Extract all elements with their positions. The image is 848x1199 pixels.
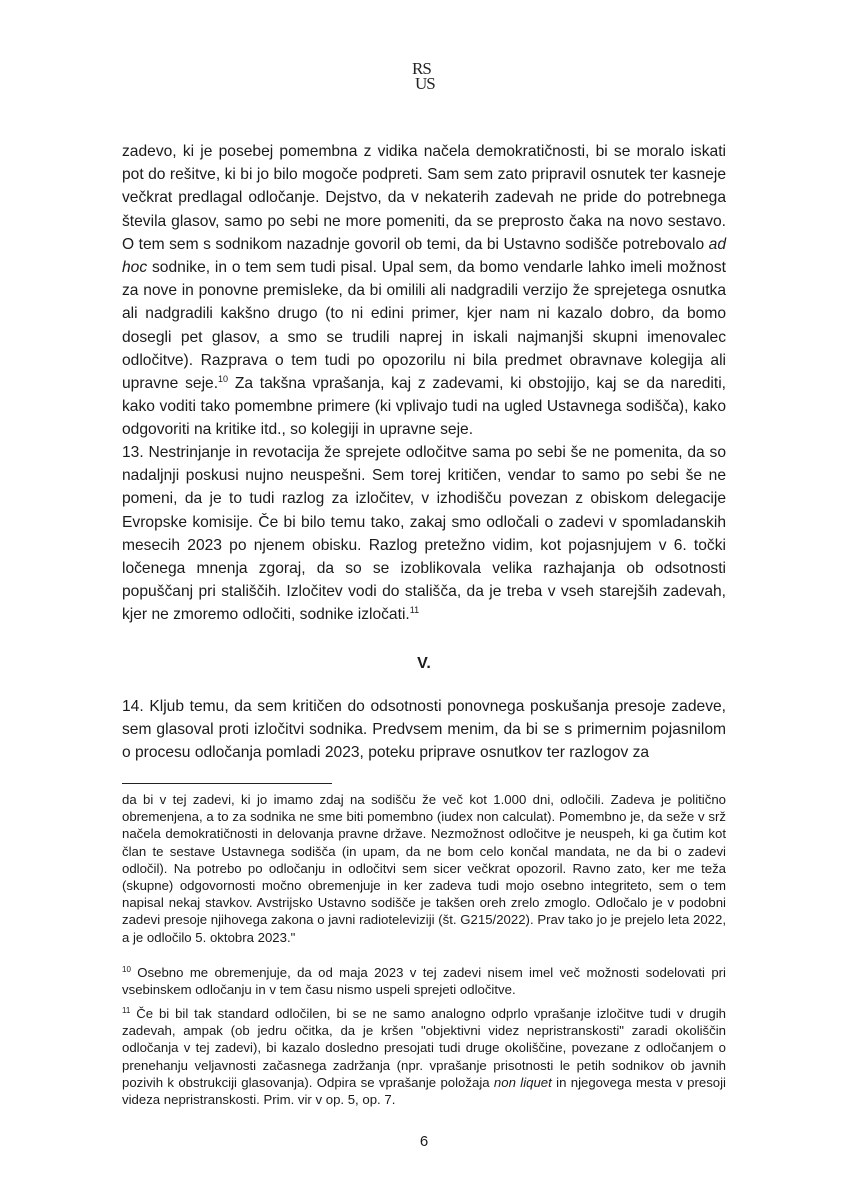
footnote-ref-11[interactable]: 11 [409,605,420,616]
footnote-number: 11 [122,1006,131,1015]
paragraph-text: Za takšna vprašanja, kaj z zadevami, ki obstojijo, kaj se da narediti, kako voditi tako pomembne primere (ki vplivajo tudi na ugled Ustavnega sodišča), kako odgovoriti na kritike itd., so kolegiji in upravne seje. [122,375,727,439]
italic-term: ad hoc [122,235,726,277]
footnote-11 [122,1005,726,1108]
court-logo [412,60,438,100]
footnote-text: Če bi bil tak standard odločilen, bi se ne samo analogno odprlo vprašanje izločitve tudi v drugih zadevah, ampak (ob jedru očitka, da je kršen "objektivni videz nepristranskosti" zaradi okoliščin odločanja v tej zadevi), bi kazalo dosledno presojati tudi druge okoliščine, povezane z odločanjem o prenehanju veljavnosti začasnega zadržanja (npr. vprašanje prisotnosti le petih sodnikov ob javnih pozivih k obstrukciji glasovanja). Odpira se vprašanje položaja [122,1006,726,1090]
footnote-separator [122,783,332,784]
page-number: 6 [419,1133,429,1150]
paragraph-13 [122,441,726,627]
section-heading: V. [417,655,431,672]
footnote-number: 10 [122,965,131,974]
footnote-text: Osebno me obremenjuje, da od maja 2023 v tej zadevi nisem imel več možnosti sodelovati pri vsebinskem odločanju in v tem času nismo uspeli sprejeti odločitve. [122,965,726,998]
logo-line-2: US [415,74,435,93]
paragraph-text: sodnike, in o tem sem tudi pisal. Upal sem, da bomo vendarle lahko imeli možnost za nove in ponovne premisleke, da bi omilili ali nadgradili verzijo že sprejetega osnutka ali nadgradili kakšno drugo (to ni edini primer, kjer nam ni kazalo dobro, da bomo dosegli pet glasov, a smo se trudili naprej in iskali najmanjši skupni imenovalec odločitve). Razprava o tem tudi po opozorilu ni bila predmet obravnave kolegija ali upravne seje. [122,259,726,393]
footnote-10 [122,964,726,998]
paragraph-14: 14. Kljub temu, da sem kritičen do odsotnosti ponovnega poskušanja presoje zadeve, sem glasoval proti izločitvi sodnika. Predvsem menim, da bi se s primernim pojasnilom o procesu odločanja pomladi 2023, poteku priprave osnutkov ter razlogov za [122,698,726,762]
logo-line-1: RS [412,59,431,78]
footnote-ref-10[interactable]: 10 [218,374,229,385]
paragraph-continuation [122,140,726,442]
footnote-continuation: da bi v tej zadevi, ki jo imamo zdaj na sodišču že več kot 1.000 dni, odločili. Zadeva je politično obremenjena, a to za sodnika ne sme biti pomembno (iudex non calculat). Pomembno je, da seže v srž načela demokratičnosti in delovanja pravne države. Nezmožnost odločitve je neuspeh, ki ga čutim kot član te sestave Ustavnega sodišča (in upam, da ne bom celo končal mandata, ne da bi o zadevi odločil). Na potrebo po odločanju in odločitvi sem sicer večkrat opozoril. Ravno zato, ker me teža (skupne) odgovornosti močno obremenjuje in ker zadeva tudi mojo osebno integriteto, sem o tem napisal nekaj stavkov. Avstrijsko Ustavno sodišče je takšen oreh zrelo zmoglo. Odločalo je v podobni zadevi presoje njihovega zakona o javni radioteleviziji (št. G215/2022). Prav tako jo je prejelo leta 2022, a je odločilo 5. oktobra 2023." [122,792,726,945]
italic-term: non liquet [493,1074,552,1090]
paragraph-text: 13. Nestrinjanje in revotacija že sprejete odločitve sama po sebi še ne pomenita, da so nadaljnji poskusi nujno neuspešni. Sem torej kritičen, vendar to samo po sebi še ne pomeni, da je to tudi razlog za izločitev, v izhodišču povezan z obiskom delegacije Evropske komisije. Če bi bilo temu tako, zakaj smo odločali o zadevi v spomladanskih mesecih 2023 po njenem obisku. Razlog pretežno vidim, kot pojasnjujem v 6. točki ločenega mnenja zgoraj, da so se izoblikovala velika razhajanja ob odsotnosti popuščanj pri stališčih. Izločitev vodi do stališča, da je treba v vseh starejših zadevah, kjer ne zmoremo odločiti, sodnike izločati. [122,444,726,624]
footnote-text: in njegovega mesta v presoji videza nepristranskosti. Prim. vir v op. 5, op. 7. [122,1074,726,1108]
paragraph-text: zadevo, ki je posebej pomembna z vidika načela demokratičnosti, bi se moralo iskati pot do rešitve, ki bi jo bilo mogoče podpreti. Sam sem zato pripravil osnutek ter kasneje večkrat predlagal odločanje. Dejstvo, da v nekaterih zadevah ne pride do potrebnega števila glasov, samo po sebi ne more pomeniti, da se preprosto čaka na novo sestavo. O tem sem s sodnikom nazadnje govoril ob temi, da bi Ustavno sodišče potrebovalo [122,143,726,253]
